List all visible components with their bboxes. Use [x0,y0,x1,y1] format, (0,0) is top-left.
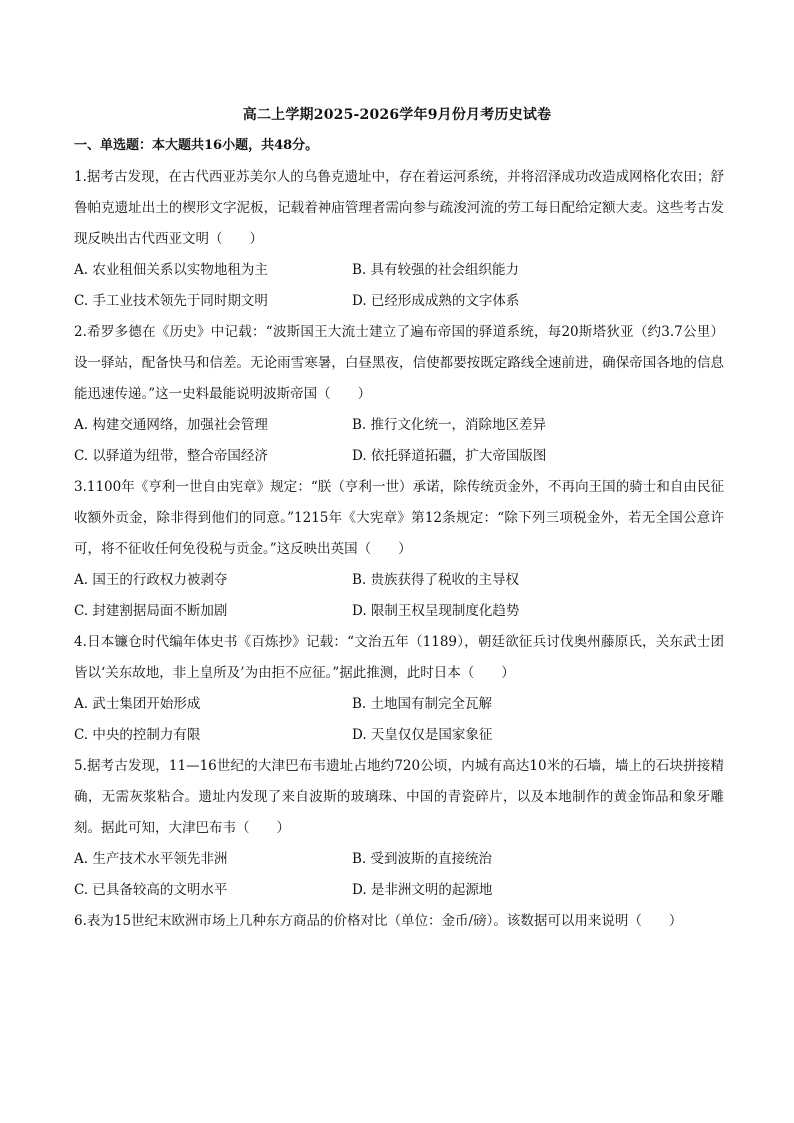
option-a: A. 农业租佃关系以实物地租为主 [74,262,268,278]
option-b: B. 贵族获得了税收的主导权 [352,572,520,588]
question-2 [74,317,724,472]
question-1-stem: 1.据考古发现，在古代西亚苏美尔人的乌鲁克遗址中，存在着运河系统，并将沼泽成功改造成网格化农田；舒鲁帕克遗址出土的楔形文字泥板，记载着神庙管理者需向参与疏浚河流的劳工每日配给定额大麦。这些考古发现反映出古代西亚文明（ ） [74,169,724,247]
option-c: C. 已具备较高的文明水平 [74,882,228,898]
exam-title: 高二上学期2025-2026学年9月份月考历史试卷 [242,107,552,123]
option-d: D. 已经形成成熟的文字体系 [352,293,520,309]
option-a: A. 构建交通网络，加强社会管理 [74,417,268,433]
question-list [74,162,724,937]
option-b: B. 受到波斯的直接统治 [352,851,493,867]
question-3-options [74,565,724,627]
option-c: C. 中央的控制力有限 [74,727,201,743]
option-a: A. 国王的行政权力被剥夺 [74,572,228,588]
option-a: A. 生产技术水平领先非洲 [74,851,228,867]
question-3-stem: 3.1100年《亨利一世自由宪章》规定：“朕（亨利一世）承诺，除传统贡金外，不再向王国的骑士和自由民征收额外贡金，除非得到他们的同意。”1215年《大宪章》第12条规定：“除下列三项税金外，若无全国公意许可，将不征收任何免役税与贡金。”这反映出英国（ ） [74,479,724,557]
option-c: C. 封建割据局面不断加剧 [74,603,228,619]
question-5-options [74,844,724,906]
option-b: B. 土地国有制完全瓦解 [352,696,493,712]
question-5-stem: 5.据考古发现，11—16世纪的大津巴布韦遗址占地约720公顷，内城有高达10米的石墙，墙上的石块拼接精确，无需灰浆粘合。遗址内发现了来自波斯的玻璃珠、中国的青瓷碎片，以及本地制作的黄金饰品和象牙雕刻。据此可知，大津巴布韦（ ） [74,758,724,836]
question-4 [74,627,724,751]
option-d: D. 依托驿道拓疆，扩大帝国版图 [352,448,547,464]
question-5 [74,751,724,906]
option-d: D. 限制王权呈现制度化趋势 [352,603,520,619]
question-6-stem: 6.表为15世纪末欧洲市场上几种东方商品的价格对比（单位：金币/磅）。该数据可以用来说明（ ） [74,913,683,929]
question-1 [74,162,724,317]
section-heading: 一、单选题：本大题共16小题，共48分。 [74,138,319,153]
question-4-options [74,689,724,751]
option-d: D. 是非洲文明的起源地 [352,882,493,898]
question-4-stem: 4.日本镰仓时代编年体史书《百炼抄》记载：“文治五年（1189），朝廷欲征兵讨伐奥州藤原氏，关东武士团皆以‘关东故地，非上皇所及’为由拒不应征。”据此推测，此时日本（ ） [74,634,724,681]
option-a: A. 武士集团开始形成 [74,696,201,712]
option-c: C. 以驿道为纽带，整合帝国经济 [74,448,268,464]
option-d: D. 天皇仅仅是国家象征 [352,727,493,743]
question-2-options [74,410,724,472]
option-c: C. 手工业技术领先于同时期文明 [74,293,268,309]
question-3 [74,472,724,627]
question-2-stem: 2.希罗多德在《历史》中记载：“波斯国王大流士建立了遍布帝国的驿道系统，每20斯塔狄亚（约3.7公里）设一驿站，配备快马和信差。无论雨雪寒暑，白昼黑夜，信使都要按既定路线全速前进，确保帝国各地的信息能迅速传递。”这一史料最能说明波斯帝国（ ） [74,324,724,402]
question-6 [74,906,724,937]
option-b: B. 具有较强的社会组织能力 [352,262,520,278]
question-1-options [74,255,724,317]
option-b: B. 推行文化统一，消除地区差异 [352,417,547,433]
